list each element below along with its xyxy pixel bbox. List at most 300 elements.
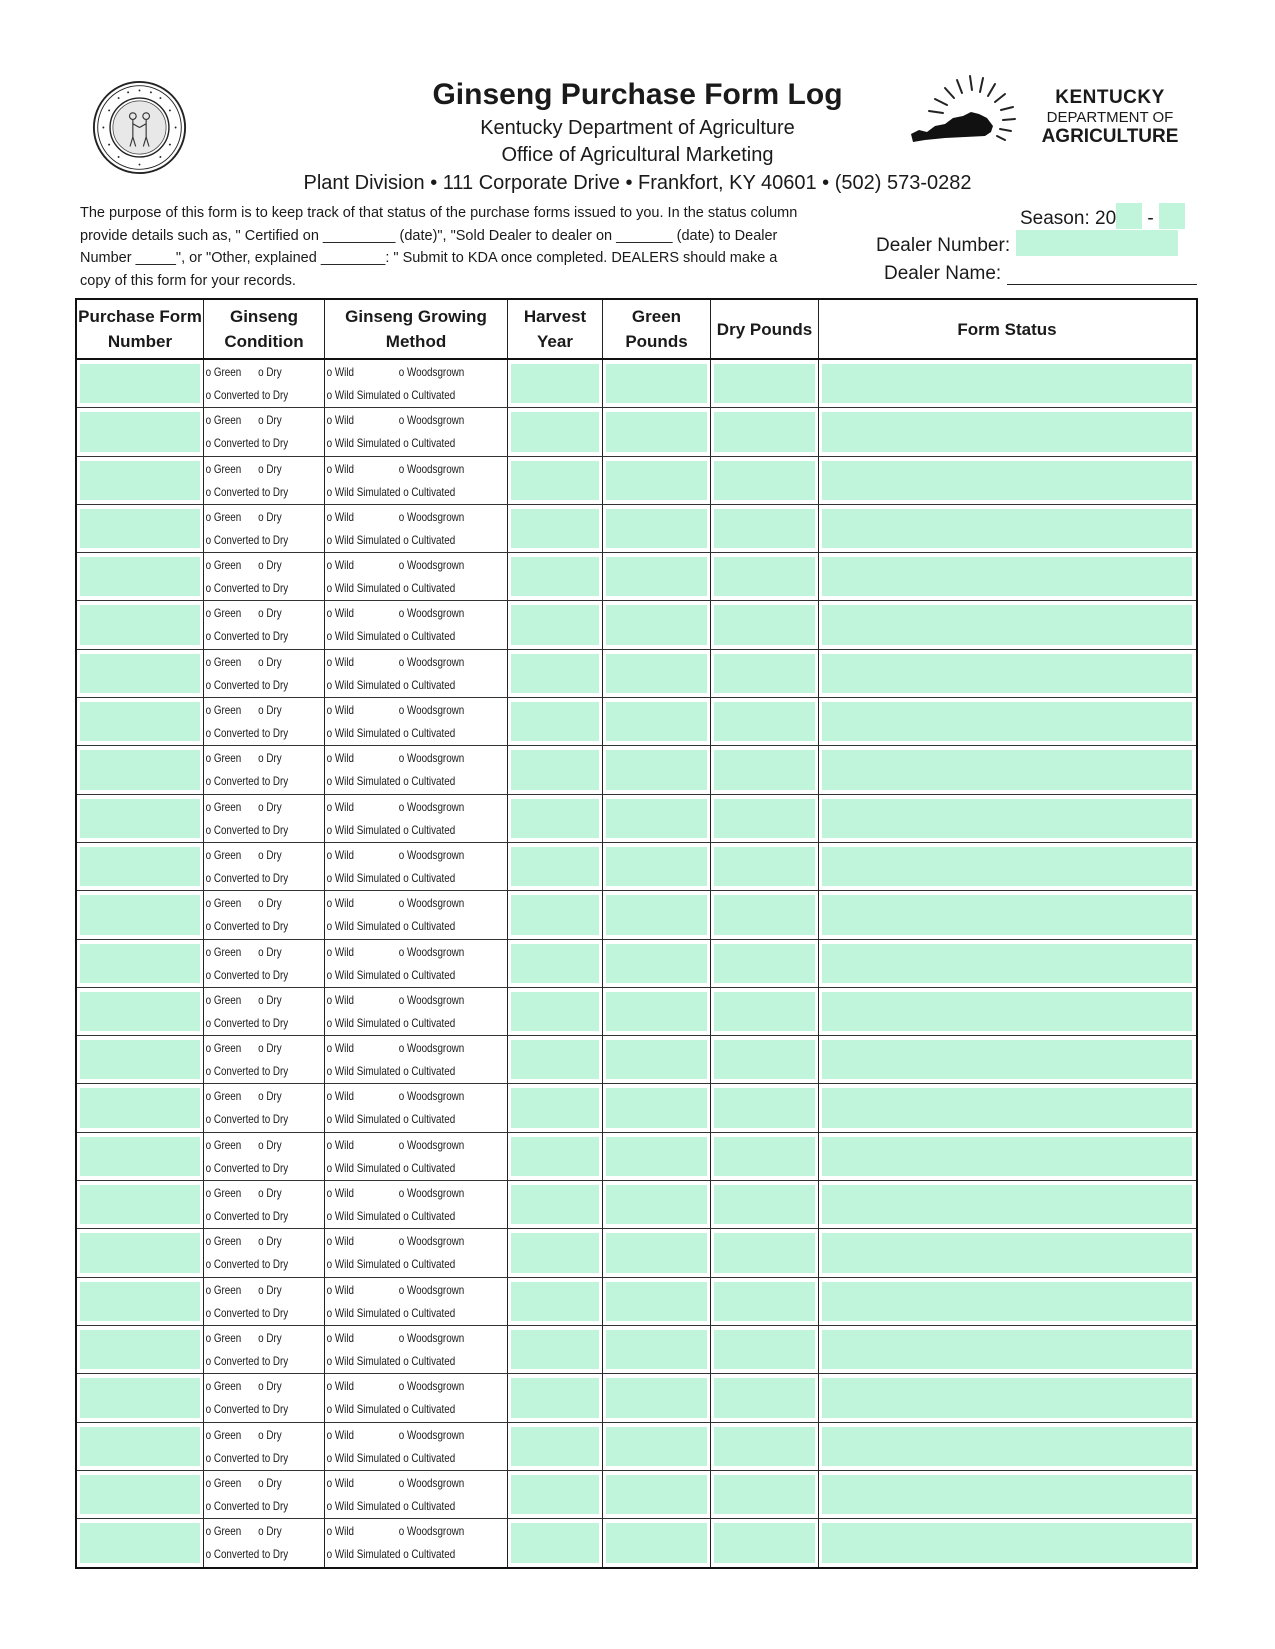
- condition-option-dry[interactable]: o Dry: [258, 558, 282, 573]
- harvest-year-input[interactable]: [511, 1427, 599, 1466]
- method-option-cultivated[interactable]: o Cultivated: [403, 822, 456, 837]
- method-option-wild[interactable]: o Wild: [326, 1524, 354, 1539]
- method-option-woodsgrown[interactable]: o Woodsgrown: [398, 751, 465, 766]
- method-option-wild-simulated[interactable]: o Wild Simulated: [326, 1547, 401, 1562]
- purchase-form-number-input[interactable]: [80, 364, 200, 403]
- method-option-cultivated[interactable]: o Cultivated: [403, 726, 456, 741]
- method-option-woodsgrown[interactable]: o Woodsgrown: [398, 365, 465, 379]
- condition-option-converted[interactable]: o Converted to Dry: [205, 484, 289, 499]
- purchase-form-number-input[interactable]: [80, 895, 200, 934]
- harvest-year-input[interactable]: [511, 1137, 599, 1176]
- condition-option-green[interactable]: o Green: [205, 896, 242, 911]
- green-pounds-input[interactable]: [606, 1040, 707, 1079]
- method-option-cultivated[interactable]: o Cultivated: [403, 1305, 456, 1320]
- dry-pounds-input[interactable]: [714, 1185, 815, 1224]
- purchase-form-number-input[interactable]: [80, 412, 200, 451]
- purchase-form-number-input[interactable]: [80, 944, 200, 983]
- condition-option-dry[interactable]: o Dry: [258, 944, 282, 959]
- green-pounds-input[interactable]: [606, 1523, 707, 1563]
- method-option-wild-simulated[interactable]: o Wild Simulated: [326, 726, 401, 741]
- condition-option-dry[interactable]: o Dry: [258, 1041, 282, 1056]
- dry-pounds-input[interactable]: [714, 1137, 815, 1176]
- condition-option-green[interactable]: o Green: [205, 847, 242, 862]
- condition-option-green[interactable]: o Green: [205, 1427, 242, 1442]
- green-pounds-input[interactable]: [606, 799, 707, 838]
- harvest-year-input[interactable]: [511, 992, 599, 1031]
- purchase-form-number-input[interactable]: [80, 799, 200, 838]
- condition-option-dry[interactable]: o Dry: [258, 413, 282, 428]
- method-option-wild-simulated[interactable]: o Wild Simulated: [326, 1498, 401, 1513]
- method-option-woodsgrown[interactable]: o Woodsgrown: [398, 847, 465, 862]
- condition-option-green[interactable]: o Green: [205, 509, 242, 524]
- method-option-wild-simulated[interactable]: o Wild Simulated: [326, 774, 401, 789]
- harvest-year-input[interactable]: [511, 364, 599, 403]
- method-option-woodsgrown[interactable]: o Woodsgrown: [398, 944, 465, 959]
- purchase-form-number-input[interactable]: [80, 702, 200, 741]
- green-pounds-input[interactable]: [606, 654, 707, 693]
- method-option-wild-simulated[interactable]: o Wild Simulated: [326, 1353, 401, 1368]
- method-option-wild-simulated[interactable]: o Wild Simulated: [326, 677, 401, 692]
- method-option-wild-simulated[interactable]: o Wild Simulated: [326, 1015, 401, 1030]
- method-option-woodsgrown[interactable]: o Woodsgrown: [398, 799, 465, 814]
- condition-option-converted[interactable]: o Converted to Dry: [205, 388, 289, 402]
- method-option-woodsgrown[interactable]: o Woodsgrown: [398, 1379, 465, 1394]
- dry-pounds-input[interactable]: [714, 1282, 815, 1321]
- method-option-cultivated[interactable]: o Cultivated: [403, 1209, 456, 1224]
- season-end-input[interactable]: [1159, 203, 1185, 229]
- method-option-wild-simulated[interactable]: o Wild Simulated: [326, 629, 401, 644]
- method-option-woodsgrown[interactable]: o Woodsgrown: [398, 1234, 465, 1249]
- dry-pounds-input[interactable]: [714, 557, 815, 596]
- form-status-input[interactable]: [822, 1523, 1192, 1563]
- method-option-wild-simulated[interactable]: o Wild Simulated: [326, 1450, 401, 1465]
- condition-option-green[interactable]: o Green: [205, 1234, 242, 1249]
- method-option-wild[interactable]: o Wild: [326, 1089, 354, 1104]
- green-pounds-input[interactable]: [606, 1427, 707, 1466]
- form-status-input[interactable]: [822, 1088, 1192, 1127]
- harvest-year-input[interactable]: [511, 1523, 599, 1563]
- method-option-woodsgrown[interactable]: o Woodsgrown: [398, 1186, 465, 1201]
- harvest-year-input[interactable]: [511, 509, 599, 548]
- dry-pounds-input[interactable]: [714, 605, 815, 644]
- dry-pounds-input[interactable]: [714, 1088, 815, 1127]
- harvest-year-input[interactable]: [511, 750, 599, 789]
- harvest-year-input[interactable]: [511, 1088, 599, 1127]
- condition-option-dry[interactable]: o Dry: [258, 1186, 282, 1201]
- harvest-year-input[interactable]: [511, 461, 599, 500]
- dry-pounds-input[interactable]: [714, 895, 815, 934]
- green-pounds-input[interactable]: [606, 1330, 707, 1369]
- green-pounds-input[interactable]: [606, 364, 707, 403]
- green-pounds-input[interactable]: [606, 412, 707, 451]
- condition-option-dry[interactable]: o Dry: [258, 1427, 282, 1442]
- condition-option-dry[interactable]: o Dry: [258, 1137, 282, 1152]
- method-option-wild-simulated[interactable]: o Wild Simulated: [326, 870, 401, 885]
- condition-option-converted[interactable]: o Converted to Dry: [205, 870, 289, 885]
- method-option-cultivated[interactable]: o Cultivated: [403, 1160, 456, 1175]
- green-pounds-input[interactable]: [606, 895, 707, 934]
- method-option-wild-simulated[interactable]: o Wild Simulated: [326, 1112, 401, 1127]
- condition-option-converted[interactable]: o Converted to Dry: [205, 1450, 289, 1465]
- form-status-input[interactable]: [822, 1475, 1192, 1514]
- purchase-form-number-input[interactable]: [80, 992, 200, 1031]
- condition-option-converted[interactable]: o Converted to Dry: [205, 774, 289, 789]
- method-option-wild-simulated[interactable]: o Wild Simulated: [326, 388, 401, 402]
- harvest-year-input[interactable]: [511, 1185, 599, 1224]
- condition-option-dry[interactable]: o Dry: [258, 1089, 282, 1104]
- condition-option-green[interactable]: o Green: [205, 944, 242, 959]
- method-option-wild-simulated[interactable]: o Wild Simulated: [326, 1209, 401, 1224]
- method-option-wild-simulated[interactable]: o Wild Simulated: [326, 822, 401, 837]
- method-option-wild[interactable]: o Wild: [326, 1282, 354, 1297]
- method-option-wild[interactable]: o Wild: [326, 606, 354, 621]
- condition-option-dry[interactable]: o Dry: [258, 1330, 282, 1345]
- purchase-form-number-input[interactable]: [80, 1330, 200, 1369]
- method-option-woodsgrown[interactable]: o Woodsgrown: [398, 992, 465, 1007]
- method-option-wild[interactable]: o Wild: [326, 413, 354, 428]
- condition-option-green[interactable]: o Green: [205, 365, 242, 379]
- dry-pounds-input[interactable]: [714, 1233, 815, 1272]
- method-option-wild[interactable]: o Wild: [326, 1475, 354, 1490]
- method-option-cultivated[interactable]: o Cultivated: [403, 870, 456, 885]
- dry-pounds-input[interactable]: [714, 1378, 815, 1417]
- method-option-woodsgrown[interactable]: o Woodsgrown: [398, 896, 465, 911]
- method-option-wild-simulated[interactable]: o Wild Simulated: [326, 967, 401, 982]
- method-option-cultivated[interactable]: o Cultivated: [403, 1498, 456, 1513]
- purchase-form-number-input[interactable]: [80, 1088, 200, 1127]
- condition-option-green[interactable]: o Green: [205, 461, 242, 476]
- condition-option-converted[interactable]: o Converted to Dry: [205, 1402, 289, 1417]
- method-option-wild[interactable]: o Wild: [326, 1137, 354, 1152]
- condition-option-converted[interactable]: o Converted to Dry: [205, 1305, 289, 1320]
- dry-pounds-input[interactable]: [714, 847, 815, 886]
- form-status-input[interactable]: [822, 364, 1192, 403]
- condition-option-green[interactable]: o Green: [205, 606, 242, 621]
- dry-pounds-input[interactable]: [714, 654, 815, 693]
- green-pounds-input[interactable]: [606, 1137, 707, 1176]
- season-start-input[interactable]: [1116, 203, 1142, 229]
- method-option-cultivated[interactable]: o Cultivated: [403, 1064, 456, 1079]
- method-option-wild[interactable]: o Wild: [326, 654, 354, 669]
- condition-option-dry[interactable]: o Dry: [258, 1379, 282, 1394]
- form-status-input[interactable]: [822, 1330, 1192, 1369]
- method-option-woodsgrown[interactable]: o Woodsgrown: [398, 509, 465, 524]
- purchase-form-number-input[interactable]: [80, 1185, 200, 1224]
- dry-pounds-input[interactable]: [714, 1475, 815, 1514]
- harvest-year-input[interactable]: [511, 799, 599, 838]
- condition-option-dry[interactable]: o Dry: [258, 992, 282, 1007]
- condition-option-green[interactable]: o Green: [205, 703, 242, 718]
- green-pounds-input[interactable]: [606, 847, 707, 886]
- method-option-woodsgrown[interactable]: o Woodsgrown: [398, 1524, 465, 1539]
- method-option-cultivated[interactable]: o Cultivated: [403, 967, 456, 982]
- method-option-cultivated[interactable]: o Cultivated: [403, 1257, 456, 1272]
- condition-option-dry[interactable]: o Dry: [258, 365, 282, 379]
- harvest-year-input[interactable]: [511, 1330, 599, 1369]
- method-option-wild-simulated[interactable]: o Wild Simulated: [326, 1064, 401, 1079]
- condition-option-converted[interactable]: o Converted to Dry: [205, 1257, 289, 1272]
- method-option-wild-simulated[interactable]: o Wild Simulated: [326, 919, 401, 934]
- dry-pounds-input[interactable]: [714, 1523, 815, 1563]
- condition-option-converted[interactable]: o Converted to Dry: [205, 1064, 289, 1079]
- condition-option-green[interactable]: o Green: [205, 1475, 242, 1490]
- condition-option-green[interactable]: o Green: [205, 751, 242, 766]
- condition-option-converted[interactable]: o Converted to Dry: [205, 1112, 289, 1127]
- method-option-cultivated[interactable]: o Cultivated: [403, 532, 456, 547]
- dry-pounds-input[interactable]: [714, 799, 815, 838]
- purchase-form-number-input[interactable]: [80, 1282, 200, 1321]
- condition-option-green[interactable]: o Green: [205, 558, 242, 573]
- method-option-wild[interactable]: o Wild: [326, 944, 354, 959]
- condition-option-green[interactable]: o Green: [205, 1186, 242, 1201]
- purchase-form-number-input[interactable]: [80, 1523, 200, 1563]
- condition-option-converted[interactable]: o Converted to Dry: [205, 919, 289, 934]
- harvest-year-input[interactable]: [511, 702, 599, 741]
- condition-option-dry[interactable]: o Dry: [258, 751, 282, 766]
- method-option-woodsgrown[interactable]: o Woodsgrown: [398, 1427, 465, 1442]
- method-option-cultivated[interactable]: o Cultivated: [403, 774, 456, 789]
- form-status-input[interactable]: [822, 895, 1192, 934]
- dry-pounds-input[interactable]: [714, 944, 815, 983]
- form-status-input[interactable]: [822, 702, 1192, 741]
- condition-option-dry[interactable]: o Dry: [258, 847, 282, 862]
- condition-option-dry[interactable]: o Dry: [258, 1475, 282, 1490]
- method-option-cultivated[interactable]: o Cultivated: [403, 1353, 456, 1368]
- green-pounds-input[interactable]: [606, 557, 707, 596]
- method-option-cultivated[interactable]: o Cultivated: [403, 484, 456, 499]
- condition-option-converted[interactable]: o Converted to Dry: [205, 1547, 289, 1562]
- condition-option-converted[interactable]: o Converted to Dry: [205, 532, 289, 547]
- condition-option-converted[interactable]: o Converted to Dry: [205, 436, 289, 451]
- method-option-wild[interactable]: o Wild: [326, 365, 354, 379]
- condition-option-dry[interactable]: o Dry: [258, 1234, 282, 1249]
- method-option-woodsgrown[interactable]: o Woodsgrown: [398, 461, 465, 476]
- form-status-input[interactable]: [822, 461, 1192, 500]
- purchase-form-number-input[interactable]: [80, 557, 200, 596]
- form-status-input[interactable]: [822, 412, 1192, 451]
- method-option-woodsgrown[interactable]: o Woodsgrown: [398, 1137, 465, 1152]
- green-pounds-input[interactable]: [606, 461, 707, 500]
- method-option-cultivated[interactable]: o Cultivated: [403, 1547, 456, 1562]
- form-status-input[interactable]: [822, 1233, 1192, 1272]
- method-option-wild[interactable]: o Wild: [326, 1427, 354, 1442]
- method-option-wild[interactable]: o Wild: [326, 896, 354, 911]
- method-option-wild[interactable]: o Wild: [326, 509, 354, 524]
- harvest-year-input[interactable]: [511, 1282, 599, 1321]
- condition-option-dry[interactable]: o Dry: [258, 896, 282, 911]
- form-status-input[interactable]: [822, 557, 1192, 596]
- condition-option-converted[interactable]: o Converted to Dry: [205, 1209, 289, 1224]
- condition-option-dry[interactable]: o Dry: [258, 461, 282, 476]
- condition-option-dry[interactable]: o Dry: [258, 606, 282, 621]
- condition-option-dry[interactable]: o Dry: [258, 654, 282, 669]
- purchase-form-number-input[interactable]: [80, 1233, 200, 1272]
- method-option-woodsgrown[interactable]: o Woodsgrown: [398, 558, 465, 573]
- method-option-woodsgrown[interactable]: o Woodsgrown: [398, 1330, 465, 1345]
- method-option-wild-simulated[interactable]: o Wild Simulated: [326, 1402, 401, 1417]
- method-option-cultivated[interactable]: o Cultivated: [403, 919, 456, 934]
- green-pounds-input[interactable]: [606, 509, 707, 548]
- form-status-input[interactable]: [822, 1040, 1192, 1079]
- green-pounds-input[interactable]: [606, 1378, 707, 1417]
- purchase-form-number-input[interactable]: [80, 461, 200, 500]
- condition-option-green[interactable]: o Green: [205, 1282, 242, 1297]
- condition-option-converted[interactable]: o Converted to Dry: [205, 1015, 289, 1030]
- dry-pounds-input[interactable]: [714, 750, 815, 789]
- method-option-woodsgrown[interactable]: o Woodsgrown: [398, 413, 465, 428]
- method-option-wild[interactable]: o Wild: [326, 461, 354, 476]
- purchase-form-number-input[interactable]: [80, 847, 200, 886]
- purchase-form-number-input[interactable]: [80, 1137, 200, 1176]
- green-pounds-input[interactable]: [606, 702, 707, 741]
- condition-option-converted[interactable]: o Converted to Dry: [205, 967, 289, 982]
- method-option-wild[interactable]: o Wild: [326, 992, 354, 1007]
- method-option-wild[interactable]: o Wild: [326, 799, 354, 814]
- purchase-form-number-input[interactable]: [80, 1040, 200, 1079]
- green-pounds-input[interactable]: [606, 1088, 707, 1127]
- harvest-year-input[interactable]: [511, 557, 599, 596]
- form-status-input[interactable]: [822, 1185, 1192, 1224]
- purchase-form-number-input[interactable]: [80, 654, 200, 693]
- condition-option-green[interactable]: o Green: [205, 992, 242, 1007]
- method-option-wild-simulated[interactable]: o Wild Simulated: [326, 1305, 401, 1320]
- condition-option-dry[interactable]: o Dry: [258, 703, 282, 718]
- green-pounds-input[interactable]: [606, 992, 707, 1031]
- method-option-wild-simulated[interactable]: o Wild Simulated: [326, 581, 401, 596]
- method-option-wild-simulated[interactable]: o Wild Simulated: [326, 1160, 401, 1175]
- harvest-year-input[interactable]: [511, 412, 599, 451]
- method-option-wild-simulated[interactable]: o Wild Simulated: [326, 532, 401, 547]
- harvest-year-input[interactable]: [511, 1233, 599, 1272]
- method-option-woodsgrown[interactable]: o Woodsgrown: [398, 1282, 465, 1297]
- green-pounds-input[interactable]: [606, 944, 707, 983]
- green-pounds-input[interactable]: [606, 1282, 707, 1321]
- form-status-input[interactable]: [822, 654, 1192, 693]
- harvest-year-input[interactable]: [511, 1378, 599, 1417]
- method-option-cultivated[interactable]: o Cultivated: [403, 677, 456, 692]
- form-status-input[interactable]: [822, 1137, 1192, 1176]
- method-option-woodsgrown[interactable]: o Woodsgrown: [398, 1475, 465, 1490]
- form-status-input[interactable]: [822, 944, 1192, 983]
- condition-option-converted[interactable]: o Converted to Dry: [205, 822, 289, 837]
- method-option-woodsgrown[interactable]: o Woodsgrown: [398, 703, 465, 718]
- condition-option-green[interactable]: o Green: [205, 799, 242, 814]
- method-option-wild-simulated[interactable]: o Wild Simulated: [326, 484, 401, 499]
- condition-option-green[interactable]: o Green: [205, 1089, 242, 1104]
- purchase-form-number-input[interactable]: [80, 750, 200, 789]
- harvest-year-input[interactable]: [511, 847, 599, 886]
- dealer-name-input[interactable]: [1007, 265, 1197, 285]
- green-pounds-input[interactable]: [606, 1185, 707, 1224]
- method-option-woodsgrown[interactable]: o Woodsgrown: [398, 606, 465, 621]
- condition-option-green[interactable]: o Green: [205, 1330, 242, 1345]
- condition-option-dry[interactable]: o Dry: [258, 1524, 282, 1539]
- condition-option-dry[interactable]: o Dry: [258, 509, 282, 524]
- form-status-input[interactable]: [822, 750, 1192, 789]
- method-option-cultivated[interactable]: o Cultivated: [403, 1015, 456, 1030]
- method-option-wild-simulated[interactable]: o Wild Simulated: [326, 436, 401, 451]
- condition-option-dry[interactable]: o Dry: [258, 799, 282, 814]
- condition-option-converted[interactable]: o Converted to Dry: [205, 1160, 289, 1175]
- condition-option-green[interactable]: o Green: [205, 1137, 242, 1152]
- method-option-wild[interactable]: o Wild: [326, 1041, 354, 1056]
- method-option-cultivated[interactable]: o Cultivated: [403, 629, 456, 644]
- method-option-woodsgrown[interactable]: o Woodsgrown: [398, 1041, 465, 1056]
- method-option-woodsgrown[interactable]: o Woodsgrown: [398, 1089, 465, 1104]
- method-option-wild[interactable]: o Wild: [326, 751, 354, 766]
- dealer-number-input[interactable]: [1016, 230, 1178, 256]
- dry-pounds-input[interactable]: [714, 702, 815, 741]
- method-option-woodsgrown[interactable]: o Woodsgrown: [398, 654, 465, 669]
- condition-option-converted[interactable]: o Converted to Dry: [205, 726, 289, 741]
- harvest-year-input[interactable]: [511, 1475, 599, 1514]
- method-option-cultivated[interactable]: o Cultivated: [403, 581, 456, 596]
- condition-option-converted[interactable]: o Converted to Dry: [205, 1353, 289, 1368]
- dry-pounds-input[interactable]: [714, 364, 815, 403]
- method-option-wild[interactable]: o Wild: [326, 558, 354, 573]
- dry-pounds-input[interactable]: [714, 412, 815, 451]
- harvest-year-input[interactable]: [511, 895, 599, 934]
- method-option-wild[interactable]: o Wild: [326, 1330, 354, 1345]
- method-option-wild-simulated[interactable]: o Wild Simulated: [326, 1257, 401, 1272]
- form-status-input[interactable]: [822, 847, 1192, 886]
- harvest-year-input[interactable]: [511, 654, 599, 693]
- method-option-cultivated[interactable]: o Cultivated: [403, 1402, 456, 1417]
- form-status-input[interactable]: [822, 1378, 1192, 1417]
- dry-pounds-input[interactable]: [714, 1427, 815, 1466]
- harvest-year-input[interactable]: [511, 605, 599, 644]
- method-option-wild[interactable]: o Wild: [326, 703, 354, 718]
- condition-option-green[interactable]: o Green: [205, 1524, 242, 1539]
- method-option-wild[interactable]: o Wild: [326, 1234, 354, 1249]
- condition-option-dry[interactable]: o Dry: [258, 1282, 282, 1297]
- green-pounds-input[interactable]: [606, 750, 707, 789]
- form-status-input[interactable]: [822, 992, 1192, 1031]
- purchase-form-number-input[interactable]: [80, 1427, 200, 1466]
- form-status-input[interactable]: [822, 605, 1192, 644]
- condition-option-converted[interactable]: o Converted to Dry: [205, 677, 289, 692]
- method-option-wild[interactable]: o Wild: [326, 1379, 354, 1394]
- method-option-cultivated[interactable]: o Cultivated: [403, 1112, 456, 1127]
- dry-pounds-input[interactable]: [714, 1330, 815, 1369]
- green-pounds-input[interactable]: [606, 1475, 707, 1514]
- method-option-cultivated[interactable]: o Cultivated: [403, 436, 456, 451]
- method-option-cultivated[interactable]: o Cultivated: [403, 1450, 456, 1465]
- purchase-form-number-input[interactable]: [80, 605, 200, 644]
- condition-option-green[interactable]: o Green: [205, 1379, 242, 1394]
- condition-option-green[interactable]: o Green: [205, 413, 242, 428]
- purchase-form-number-input[interactable]: [80, 1475, 200, 1514]
- harvest-year-input[interactable]: [511, 1040, 599, 1079]
- condition-option-green[interactable]: o Green: [205, 654, 242, 669]
- harvest-year-input[interactable]: [511, 944, 599, 983]
- form-status-input[interactable]: [822, 1427, 1192, 1466]
- method-option-wild[interactable]: o Wild: [326, 847, 354, 862]
- green-pounds-input[interactable]: [606, 605, 707, 644]
- form-status-input[interactable]: [822, 799, 1192, 838]
- condition-option-green[interactable]: o Green: [205, 1041, 242, 1056]
- dry-pounds-input[interactable]: [714, 1040, 815, 1079]
- condition-option-converted[interactable]: o Converted to Dry: [205, 581, 289, 596]
- purchase-form-number-input[interactable]: [80, 1378, 200, 1417]
- dry-pounds-input[interactable]: [714, 509, 815, 548]
- form-status-input[interactable]: [822, 1282, 1192, 1321]
- method-option-cultivated[interactable]: o Cultivated: [403, 388, 456, 402]
- dry-pounds-input[interactable]: [714, 461, 815, 500]
- purchase-form-number-input[interactable]: [80, 509, 200, 548]
- condition-option-converted[interactable]: o Converted to Dry: [205, 1498, 289, 1513]
- condition-option-converted[interactable]: o Converted to Dry: [205, 629, 289, 644]
